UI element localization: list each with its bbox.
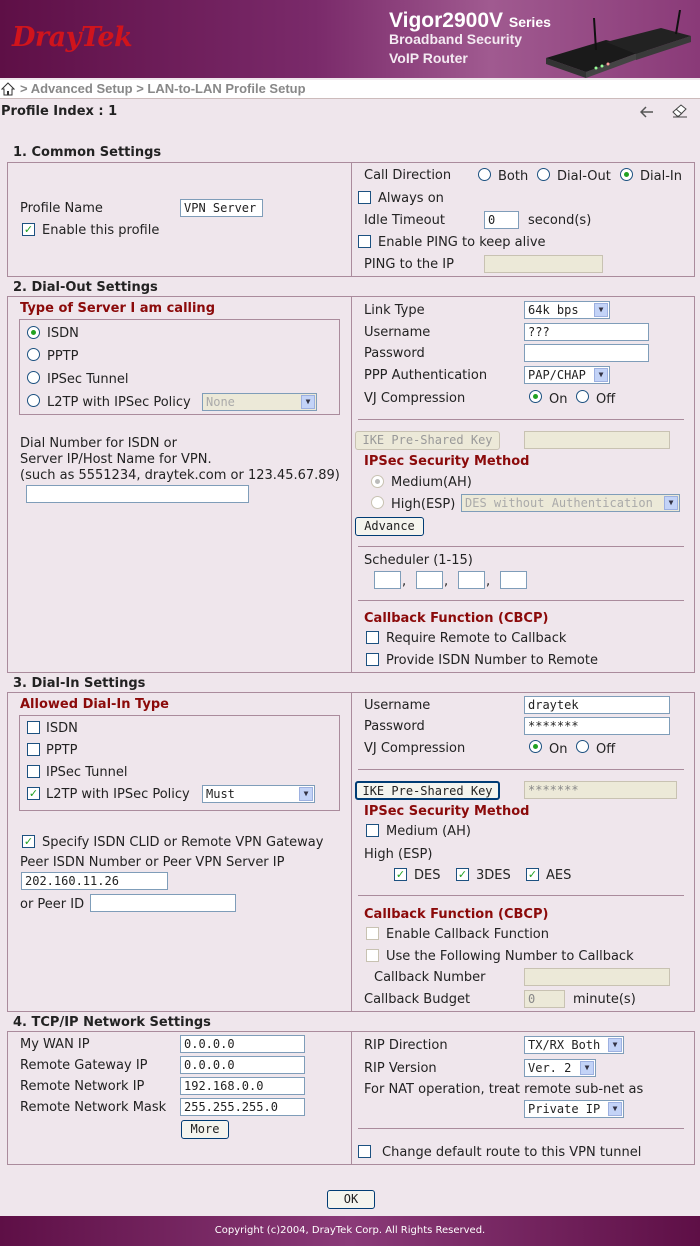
draytek-logo: DrayTek bbox=[12, 22, 133, 53]
dialin-ike-psk-input[interactable]: ******* bbox=[524, 781, 677, 799]
wan-ip-label: My WAN IP bbox=[20, 1037, 90, 1052]
dir-out-label: Dial-Out bbox=[557, 169, 611, 184]
peer-ip-input[interactable]: 202.160.11.26 bbox=[21, 872, 168, 890]
dialin-high-label: High (ESP) bbox=[364, 847, 433, 862]
dialin-username-input[interactable]: draytek bbox=[524, 696, 670, 714]
peer-label: Peer ISDN Number or Peer VPN Server IP bbox=[20, 855, 285, 870]
call-direction-label: Call Direction bbox=[364, 168, 452, 183]
peer-id-input[interactable] bbox=[90, 894, 236, 912]
dialin-password-label: Password bbox=[364, 719, 425, 734]
l2tp-label: L2TP with IPSec Policy bbox=[47, 395, 191, 410]
dialin-username-label: Username bbox=[364, 698, 431, 713]
dialin-vj-off-radio[interactable] bbox=[576, 740, 589, 753]
des-checkbox[interactable]: ✓ bbox=[395, 868, 406, 881]
divider bbox=[351, 1031, 352, 1165]
idle-timeout-label: Idle Timeout bbox=[364, 213, 445, 228]
idle-unit: second(s) bbox=[528, 213, 592, 228]
scheduler-input-3[interactable] bbox=[458, 571, 485, 589]
3des-label: 3DES bbox=[476, 868, 511, 883]
back-arrow-icon[interactable] bbox=[640, 106, 654, 118]
eraser-icon[interactable] bbox=[672, 104, 688, 118]
remote-net-input[interactable]: 192.168.0.0 bbox=[180, 1077, 305, 1095]
dialin-callback-title: Callback Function (CBCP) bbox=[364, 907, 549, 922]
nat-select[interactable]: Private IP ▼ bbox=[524, 1100, 624, 1118]
section-title-common: 1. Common Settings bbox=[13, 145, 162, 160]
password-input[interactable] bbox=[524, 344, 649, 362]
home-icon[interactable] bbox=[1, 82, 15, 96]
dir-out-radio[interactable] bbox=[537, 168, 550, 181]
breadcrumb: > Advanced Setup > LAN-to-LAN Profile Setup bbox=[20, 81, 306, 96]
footer-copyright: Copyright (c)2004, DrayTek Corp. All Rights Reserved. bbox=[0, 1216, 700, 1246]
enable-profile-label: Enable this profile bbox=[42, 223, 160, 238]
use-following-label: Use the Following Number to Callback bbox=[386, 949, 634, 964]
divider bbox=[358, 769, 684, 770]
l2tp-policy-select[interactable]: None ▼ bbox=[202, 393, 317, 411]
ike-psk-button[interactable]: IKE Pre-Shared Key bbox=[355, 431, 500, 450]
specify-gateway-label: Specify ISDN CLID or Remote VPN Gateway bbox=[42, 835, 324, 850]
product-model: Vigor2900V Series bbox=[389, 9, 551, 32]
vj-on-radio[interactable] bbox=[529, 390, 542, 403]
rip-direction-label: RIP Direction bbox=[364, 1038, 448, 1053]
peer-id-label: or Peer ID bbox=[20, 897, 85, 912]
aes-checkbox[interactable]: ✓ bbox=[527, 868, 538, 881]
isdn-radio[interactable] bbox=[27, 326, 40, 339]
high-esp-label: High(ESP) bbox=[391, 497, 456, 512]
scheduler-separator: , bbox=[444, 574, 449, 589]
section-title-dialin: 3. Dial-In Settings bbox=[13, 676, 146, 691]
pptp-radio[interactable] bbox=[27, 348, 40, 361]
router-image bbox=[536, 10, 696, 78]
divider bbox=[358, 419, 684, 420]
scheduler-input-2[interactable] bbox=[416, 571, 443, 589]
des-label: DES bbox=[414, 868, 441, 883]
dialin-vj-on-label: On bbox=[549, 742, 568, 757]
callback-number-input[interactable] bbox=[524, 968, 670, 986]
divider bbox=[358, 1128, 684, 1129]
dialin-vj-on-radio[interactable] bbox=[529, 740, 542, 753]
section-title-dialout: 2. Dial-Out Settings bbox=[13, 280, 158, 295]
dialin-l2tp-label: L2TP with IPSec Policy bbox=[46, 787, 190, 802]
dir-in-label: Dial-In bbox=[640, 169, 682, 184]
username-label: Username bbox=[364, 325, 431, 340]
divider bbox=[358, 546, 684, 547]
dialin-vj-off-label: Off bbox=[596, 742, 616, 757]
callback-budget-input[interactable]: 0 bbox=[524, 990, 565, 1008]
provide-isdn-checkbox[interactable] bbox=[366, 653, 379, 666]
dialin-isdn-checkbox[interactable] bbox=[27, 721, 40, 734]
dialin-pptp-checkbox[interactable] bbox=[27, 743, 40, 756]
advance-button[interactable]: Advance bbox=[355, 517, 424, 536]
product-tagline-2: VoIP Router bbox=[389, 50, 468, 66]
vj-off-radio[interactable] bbox=[576, 390, 589, 403]
ppp-auth-select[interactable]: PAP/CHAP ▼ bbox=[524, 366, 610, 384]
dialin-pptp-label: PPTP bbox=[46, 743, 78, 758]
ipsec-method-title: IPSec Security Method bbox=[364, 454, 530, 469]
enable-callback-label: Enable Callback Function bbox=[386, 927, 550, 942]
provide-isdn-label: Provide ISDN Number to Remote bbox=[386, 653, 598, 668]
more-button[interactable]: More bbox=[181, 1120, 229, 1139]
ping-ip-label: PING to the IP bbox=[364, 257, 454, 272]
budget-unit: minute(s) bbox=[573, 992, 636, 1007]
gateway-ip-input[interactable]: 0.0.0.0 bbox=[180, 1056, 305, 1074]
ike-psk-input[interactable] bbox=[524, 431, 670, 449]
ping-ip-input[interactable] bbox=[484, 255, 603, 273]
dialin-l2tp-policy-select[interactable]: Must ▼ bbox=[202, 785, 315, 803]
high-esp-radio[interactable] bbox=[371, 496, 384, 509]
dialin-l2tp-checkbox[interactable]: ✓ bbox=[28, 787, 39, 800]
dialin-ipsec-checkbox[interactable] bbox=[27, 765, 40, 778]
vj-off-label: Off bbox=[596, 392, 616, 407]
gateway-ip-label: Remote Gateway IP bbox=[20, 1058, 148, 1073]
dialin-ipsec-method-title: IPSec Security Method bbox=[364, 804, 530, 819]
ipsec-label: IPSec Tunnel bbox=[47, 372, 129, 387]
vj-label: VJ Compression bbox=[364, 391, 466, 406]
dial-text-3: (such as 5551234, draytek.com or 123.45.67.89) bbox=[20, 468, 340, 483]
dialin-ike-psk-button[interactable]: IKE Pre-Shared Key bbox=[355, 781, 500, 800]
remote-mask-input[interactable]: 255.255.255.0 bbox=[180, 1098, 305, 1116]
dial-number-input[interactable] bbox=[26, 485, 249, 503]
enable-callback-checkbox[interactable] bbox=[366, 927, 379, 940]
product-tagline-1: Broadband Security bbox=[389, 31, 523, 47]
dialin-ipsec-label: IPSec Tunnel bbox=[46, 765, 128, 780]
vj-on-label: On bbox=[549, 392, 568, 407]
require-callback-label: Require Remote to Callback bbox=[386, 631, 567, 646]
ping-label: Enable PING to keep alive bbox=[378, 235, 546, 250]
default-route-checkbox[interactable] bbox=[358, 1145, 371, 1158]
enable-profile-checkbox[interactable]: ✓ bbox=[23, 223, 34, 236]
use-following-checkbox[interactable] bbox=[366, 949, 379, 962]
pptp-label: PPTP bbox=[47, 349, 79, 364]
header-banner bbox=[0, 0, 700, 78]
idle-timeout-input[interactable]: 0 bbox=[484, 211, 519, 229]
rip-direction-select[interactable]: TX/RX Both ▼ bbox=[524, 1036, 624, 1054]
divider bbox=[351, 162, 352, 277]
dir-in-radio[interactable] bbox=[620, 168, 633, 181]
callback-title: Callback Function (CBCP) bbox=[364, 611, 549, 626]
section-title-tcpip: 4. TCP/IP Network Settings bbox=[13, 1015, 211, 1030]
dir-both-label: Both bbox=[498, 169, 529, 184]
scheduler-input-1[interactable] bbox=[374, 571, 401, 589]
link-type-select[interactable]: 64k bps ▼ bbox=[524, 301, 610, 319]
divider bbox=[351, 692, 352, 1012]
dir-both-radio[interactable] bbox=[478, 168, 491, 181]
nat-label: For NAT operation, treat remote sub-net as bbox=[364, 1082, 644, 1097]
ping-checkbox[interactable] bbox=[358, 235, 371, 248]
ipsec-radio[interactable] bbox=[27, 371, 40, 384]
link-type-label: Link Type bbox=[364, 303, 425, 318]
divider bbox=[351, 296, 352, 673]
dial-text-1: Dial Number for ISDN or bbox=[20, 436, 177, 451]
dialin-vj-label: VJ Compression bbox=[364, 741, 466, 756]
callback-number-label: Callback Number bbox=[374, 970, 486, 985]
rip-version-select[interactable]: Ver. 2 ▼ bbox=[524, 1059, 596, 1077]
wan-ip-input[interactable]: 0.0.0.0 bbox=[180, 1035, 305, 1053]
medium-ah-radio[interactable] bbox=[371, 475, 384, 488]
password-label: Password bbox=[364, 346, 425, 361]
page-title: Profile Index : 1 bbox=[1, 104, 118, 119]
ppp-auth-label: PPP Authentication bbox=[364, 368, 488, 383]
callback-budget-label: Callback Budget bbox=[364, 992, 471, 1007]
divider bbox=[358, 895, 684, 896]
scheduler-input-4[interactable] bbox=[500, 571, 527, 589]
aes-label: AES bbox=[546, 868, 572, 883]
default-route-label: Change default route to this VPN tunnel bbox=[382, 1145, 642, 1160]
specify-gateway-checkbox[interactable]: ✓ bbox=[23, 835, 34, 848]
3des-checkbox[interactable]: ✓ bbox=[457, 868, 468, 881]
scheduler-label: Scheduler (1-15) bbox=[364, 553, 473, 568]
profile-name-input[interactable]: VPN Server bbox=[180, 199, 263, 217]
dialin-medium-label: Medium (AH) bbox=[386, 824, 471, 839]
always-on-label: Always on bbox=[378, 191, 444, 206]
remote-net-label: Remote Network IP bbox=[20, 1079, 145, 1094]
dial-text-2: Server IP/Host Name for VPN. bbox=[20, 452, 212, 467]
rip-version-label: RIP Version bbox=[364, 1061, 437, 1076]
isdn-label: ISDN bbox=[47, 326, 79, 341]
l2tp-radio[interactable] bbox=[27, 394, 40, 407]
high-esp-select[interactable]: DES without Authentication ▼ bbox=[461, 494, 680, 512]
ok-button[interactable]: OK bbox=[327, 1190, 375, 1209]
medium-ah-label: Medium(AH) bbox=[391, 475, 472, 490]
dialin-medium-checkbox[interactable] bbox=[366, 824, 379, 837]
username-input[interactable]: ??? bbox=[524, 323, 649, 341]
dialin-password-input[interactable]: ******* bbox=[524, 717, 670, 735]
server-type-title: Type of Server I am calling bbox=[20, 301, 215, 316]
always-on-checkbox[interactable] bbox=[358, 191, 371, 204]
scheduler-separator: , bbox=[486, 574, 491, 589]
require-callback-checkbox[interactable] bbox=[366, 631, 379, 644]
scheduler-separator: , bbox=[402, 574, 407, 589]
remote-mask-label: Remote Network Mask bbox=[20, 1100, 167, 1115]
profile-name-label: Profile Name bbox=[20, 201, 103, 216]
dialin-isdn-label: ISDN bbox=[46, 721, 78, 736]
allowed-type-title: Allowed Dial-In Type bbox=[20, 697, 169, 712]
divider bbox=[358, 600, 684, 601]
